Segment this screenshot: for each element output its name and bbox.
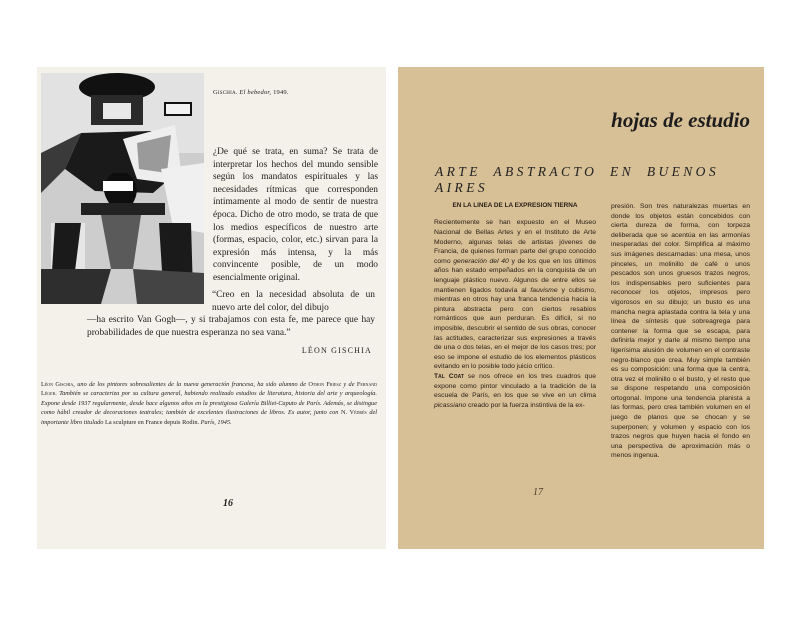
bebedor-painting-image xyxy=(41,73,204,304)
caption-title: El bebedor, xyxy=(239,89,272,96)
quote-rest: —ha escrito Van Gogh—, y si trabajamos con esta fe, me parece que hay probabilidades de que nuestra esperanza no sea vana.” xyxy=(87,315,375,338)
col1-p2-text-b: creado por la fuerza instintiva de la ex- xyxy=(468,401,585,409)
left-page xyxy=(37,67,386,549)
section-kicker: hojas de estudio xyxy=(611,108,750,132)
column-2-paragraph: presión. Son tres naturalezas muertas en donde los objetos están concebidos con cierta dureza de forma, con torpeza deliberada que se acentúa en las armonías inesperadas del color. Simplifica al máximo sus imágenes descarnadas: una mesa, unos pinceles, un molinillo de café o unos pescados son unos gruesos trazos negros, los indispensables pero suficientes para reconocer los objetos, impresos pero vigorosos en su dibujo; un busto es una mancha negra aplastada contra la tela y una línea de síntesis que sobreagrega para contener la forma que se escapa, para definirla mejor y darle al mismo tiempo una ligerísima alusión de volumen en el contraste negro-blanco que crea. Muy simple también es su composición: una forma que la centra, otra vez el molinillo o el busto, y el resto que se dispone respetando una composición ortogonal. Impone una tendencia planista a las formas, pero crea también volumen en el juego de planos que se chocan y se superponen; y volumen y espacio con los trazos negros que huyen hacia el fondo en una perspectiva de aproximación más o menos ingenua. xyxy=(611,203,750,460)
artwork-el-bebedor xyxy=(41,73,204,304)
artwork-caption xyxy=(213,89,289,96)
col1-em-picassiano: picassiano xyxy=(434,401,467,409)
col1-em-generacion: generación del 40 xyxy=(453,257,509,265)
bio-text-4: del importante libro titulado xyxy=(41,409,378,426)
van-gogh-quote xyxy=(87,289,375,339)
bio-coauthor: N. Védrès xyxy=(341,409,367,417)
col1-tal-coat: Tal Coat xyxy=(434,372,464,380)
author-signature: LÉON GISCHIA xyxy=(301,346,372,355)
author-bio xyxy=(41,380,377,427)
bio-text-1: uno de los pintores sobresalientes de la nueva generación francesa, ha sido alumno de xyxy=(77,381,306,388)
body-paragraph: ¿De qué se trata, en suma? Se trata de interpretar los hechos del mundo sensible según los mandatos espirituales y las necesidades rítmicas que corresponden íntimamente al modo de sentir de nuestra época. Dicho de otro modo, se trata de que los medios específicos de nuestro arte (formas, espacio, color, etc.) sirvan para la expresión más intensa, y la más convincente posible, de un modo esencialmente original. xyxy=(213,147,378,283)
article-headline: ARTE ABSTRACTO EN BUENOS AIRES xyxy=(435,164,719,195)
bio-text-3: También se caracteriza por su cultura general, habiendo realizado estudios de literatura, historia del arte y arqueología. Expone desde 1937 regularmente, desde hace algunos años en la prestigiosa Galería Billiet-Caputo de París. Además, se distingue como hábil creador de decoraciones teatrales; también de excelentes ilustraciones de libros. Es autor, junto con xyxy=(41,390,377,417)
column-1-paragraph-1 xyxy=(434,218,596,372)
right-page xyxy=(398,67,764,549)
column-1-paragraph-2 xyxy=(434,372,596,410)
bio-text-5: París, 1945. xyxy=(200,418,232,426)
quote-first-line: “Creo en la necesidad absoluta de un nuevo arte del color, del dibujo xyxy=(212,290,375,313)
caption-artist: Gischia. xyxy=(213,89,238,96)
bio-teacher-2: Fernand Léger. xyxy=(41,381,378,398)
article-column-2 xyxy=(611,202,750,461)
bio-teacher-1: Othon Friesz xyxy=(308,381,342,388)
bio-name: Léon Gischia, xyxy=(41,381,75,388)
col1-p2-text-a: se nos ofrece en los tres cuadros que expone como pintor vinculado a la tradición de la escuela de París, en los que se vive en un clima xyxy=(434,372,596,400)
caption-year: 1949. xyxy=(273,89,289,96)
col1-em-fauvisme: fauvisme xyxy=(530,286,558,294)
col1-text-b: y de los que en los últimos años han estado empeñados en la conquista de un lenguaje plástico nuevo. Algunos de entre ellos se mantienen ligados todavía al xyxy=(434,257,596,294)
col1-text-c: y cubismo, mientras en otros hay una franca tendencia hacia la pintura abstracta pero con ciertos resabios románticos que aun perduran. Es difícil, si no imposible, descubrir el sentido de sus obras, conocer las actitudes, caracterizar sus expresiones a través de una o dos telas, en el mejor de los casos tres; por eso se impone el estudio de los elementos plásticos evitando en lo posible todo juicio crítico. xyxy=(434,286,596,371)
page-number-left: 16 xyxy=(223,498,233,509)
page-number-right: 17 xyxy=(533,487,543,498)
bio-book-title: La sculpture en France depuis Rodin. xyxy=(104,418,200,426)
article-subhead: EN LA LINEA DE LA EXPRESION TIERNA xyxy=(452,202,578,209)
col1-text-a: Recientemente se han expuesto en el Museo Nacional de Bellas Artes y en el Instituto de Arte Moderno, algunas telas de artistas jóvenes de Francia, de quienes forman parte del grupo conocido como xyxy=(434,219,596,265)
article-column-1 xyxy=(434,202,596,410)
bio-text-2: y de xyxy=(343,381,355,388)
left-body-text xyxy=(213,146,378,285)
